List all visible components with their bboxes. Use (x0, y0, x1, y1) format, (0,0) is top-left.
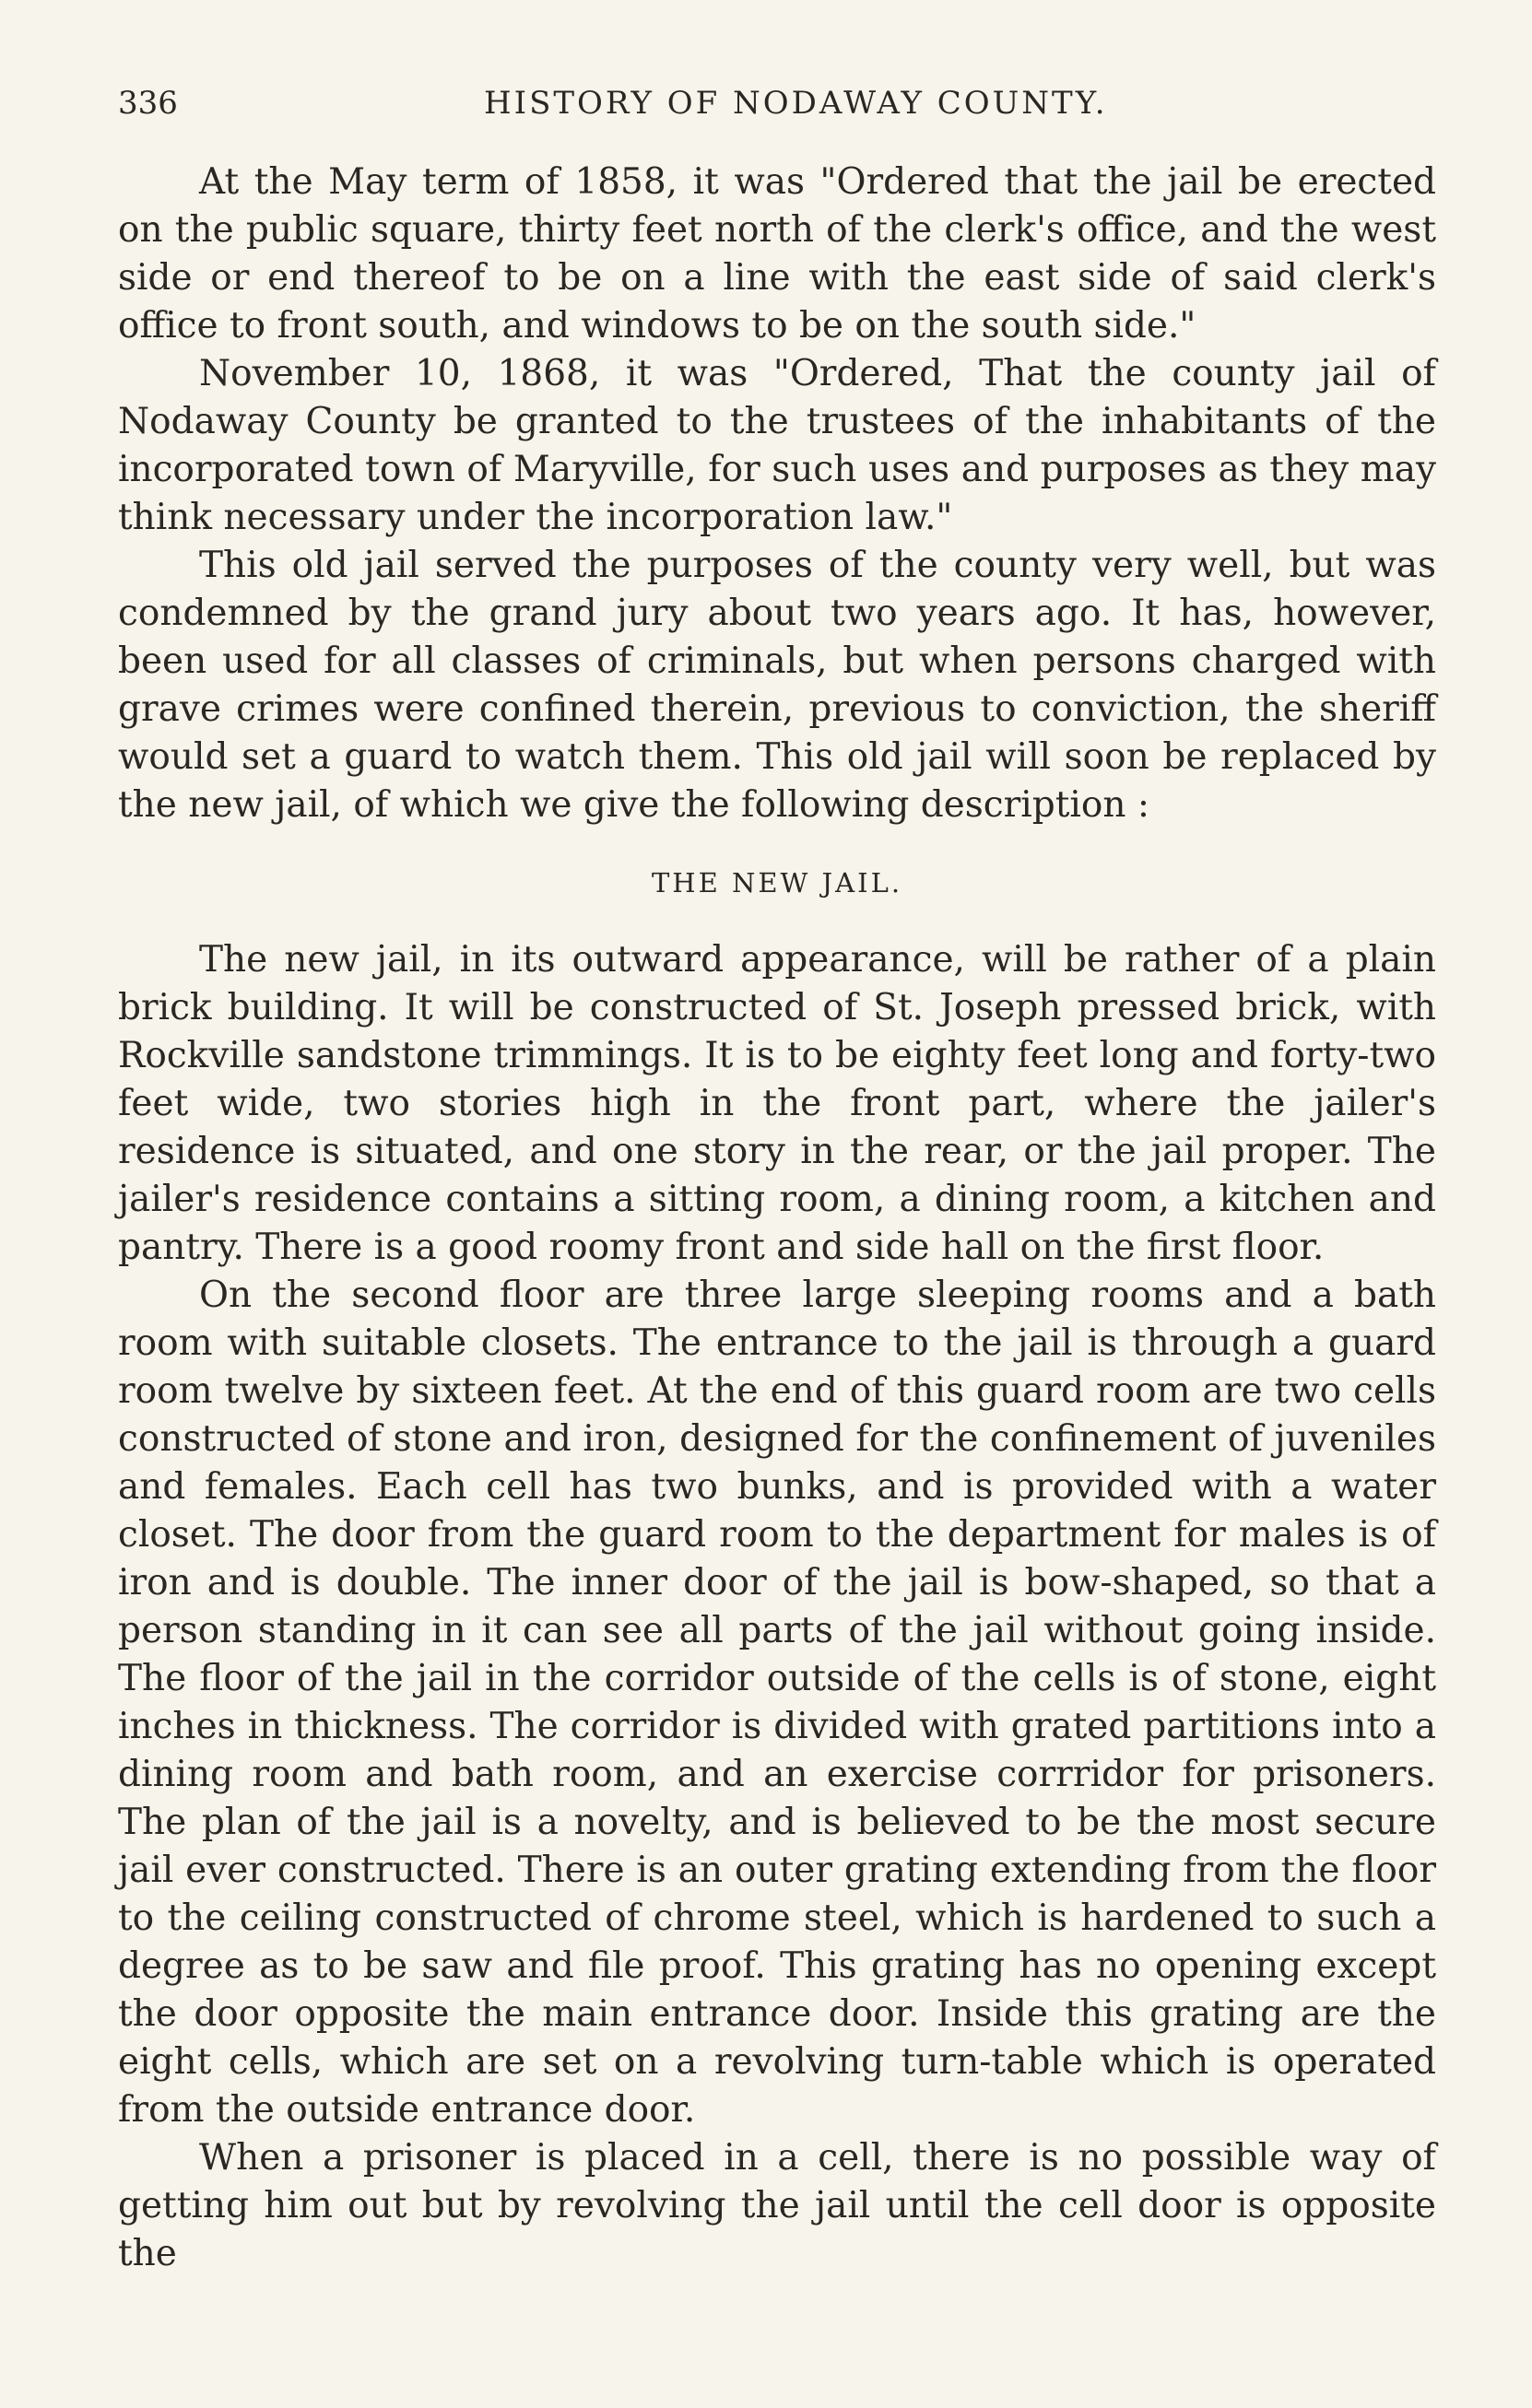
paragraph-jail-order-1858: At the May term of 1858, it was "Ordered that the jail be erected on the public square, thirty feet north of the clerk's office, and the west side or end thereof to be on a line with the east side of said clerk's office to front south, and windows to be on the south side." (118, 161, 1436, 347)
paragraph-old-jail: This old jail served the purposes of the county very well, but was condemned by the grand jury about two years ago. It has, however, been used for all classes of criminals, but when persons charged with grave crimes were confined therein, previous to conviction, the sheriff would set a guard to watch them. This old jail will soon be replaced by the new jail, of which we give the following description : (118, 545, 1436, 826)
running-head: HISTORY OF NODAWAY COUNTY. (484, 85, 1108, 122)
paragraph-jail-order-1868: November 10, 1868, it was "Ordered, That the county jail of Nodaway County be granted to the trustees of the inhabitants of the incorporated town of Maryville, for such uses and purposes as they may think necessary under the incorporation law." (118, 353, 1436, 538)
page-number: 336 (118, 85, 178, 122)
paragraph-new-jail-building: The new jail, in its outward appearance, will be rather of a plain brick building. It will be constructed of St. Joseph pressed brick, with Rockville sandstone trimmings. It is to be eighty feet long and forty-two feet wide, two stories high in the front part, where the jailer's residence is situated, and one story in the rear, or the jail proper. The jailer's residence contains a sitting room, a dining room, a kitchen and pantry. There is a good roomy front and side hall on the first floor. (118, 939, 1436, 1268)
paragraph-prisoner-cell: When a prisoner is placed in a cell, there is no possible way of getting him out but by revolving the jail until the cell door is opposite the (118, 2137, 1436, 2274)
page-header (118, 85, 1440, 131)
section-title: THE NEW JAIL. (651, 867, 903, 899)
page-body (118, 159, 1436, 2278)
paragraph-second-floor: On the second floor are three large sleeping rooms and a bath room with suitable closets. The entrance to the jail is through a guard room twelve by sixteen feet. At the end of this guard room are two cells constructed of stone and iron, designed for the confinement of juveniles and females. Each cell has two bunks, and is provided with a water closet. The door from the guard room to the department for males is of iron and is double. The inner door of the jail is bow-shaped, so that a person standing in it can see all parts of the jail without going inside. The floor of the jail in the corridor outside of the cells is of stone, eight inches in thickness. The corridor is divided with grated partitions into a dining room and bath room, and an exercise corrridor for prisoners. The plan of the jail is a novelty, and is believed to be the most secure jail ever constructed. There is an outer grating extending from the floor to the ceiling constructed of chrome steel, which is hardened to such a degree as to be saw and file proof. This grating has no opening except the door opposite the main entrance door. Inside this grating are the eight cells, which are set on a revolving turn-table which is operated from the outside entrance door. (118, 1274, 1436, 2131)
